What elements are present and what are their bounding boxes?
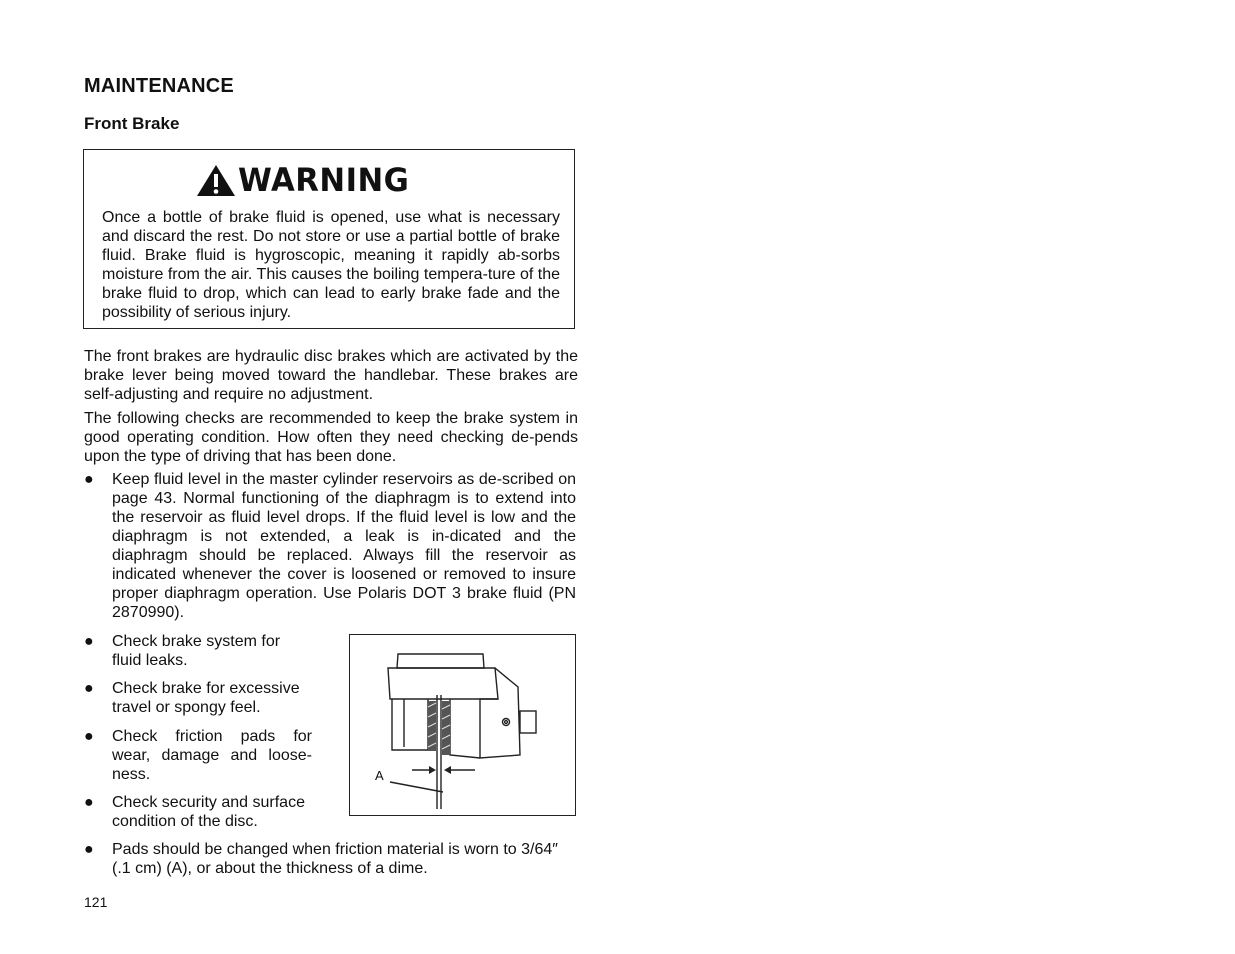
checks-paragraph: The following checks are recommended to keep the brake system in good operating condition. How often they need checking de-pends upon the type of driving that has been done.: [84, 410, 578, 465]
list-item: [84, 632, 344, 672]
warning-header: [196, 162, 417, 198]
list-item-text: Pads should be changed when friction material is worn to 3/64″ (.1 cm) (A), or about the thickness of a dime.: [112, 841, 558, 877]
figure-label-a: A: [375, 768, 384, 783]
warning-box: [83, 149, 575, 329]
page-number: 121: [84, 894, 108, 910]
warning-heading: WARNING: [238, 161, 410, 199]
list-item: [84, 470, 578, 622]
section-title: Front Brake: [84, 114, 180, 133]
brake-caliper-figure: [349, 634, 576, 816]
brake-caliper-illustration: [350, 635, 577, 817]
list-item: [84, 727, 344, 787]
bullet-dot: ●: [84, 471, 94, 488]
list-item: [84, 840, 578, 880]
list-item-text: Keep fluid level in the master cylinder reservoirs as de-scribed on page 43. Normal functioning of the diaphragm is to extend into the reservoir as fluid level drops. If the fluid level is low and the diaphragm is not extended, a leak is in-dicated and the diaphragm should be replaced. Always fill the reservoir as indicated whenever the cover is loosened or removed to insure proper diaphragm operation. Use Polaris DOT 3 brake fluid (PN 2870990).: [112, 471, 576, 621]
list-item-text: Check brake for excessive travel or spongy feel.: [112, 680, 300, 716]
list-item-text: Check security and surface condition of the disc.: [112, 794, 305, 830]
page-title: MAINTENANCE: [84, 75, 234, 97]
list-item-text: Check brake system for fluid leaks.: [112, 633, 281, 669]
bullet-dot: ●: [84, 841, 94, 858]
list-item: [84, 679, 344, 719]
warning-text: Once a bottle of brake fluid is opened, use what is necessary and discard the rest. Do not store or use a partial bottle of brake fluid. Brake fluid is hygroscopic, meaning it rapidly ab-sorbs moisture from the air. This causes the boiling tempera-ture of the brake fluid to drop, which can lead to early brake fade and the possibility of serious injury.: [102, 209, 560, 321]
list-item-text: Check friction pads for wear, damage and loose-ness.: [112, 728, 312, 783]
bullet-dot: ●: [84, 794, 94, 811]
list-item: [84, 793, 344, 833]
intro-paragraph: The front brakes are hydraulic disc brakes which are activated by the brake lever being moved toward the handlebar. These brakes are self-adjusting and require no adjustment.: [84, 348, 578, 403]
warning-triangle-icon: [196, 164, 236, 197]
bullet-dot: ●: [84, 633, 94, 650]
bullet-dot: ●: [84, 728, 94, 745]
bullet-dot: ●: [84, 680, 94, 697]
